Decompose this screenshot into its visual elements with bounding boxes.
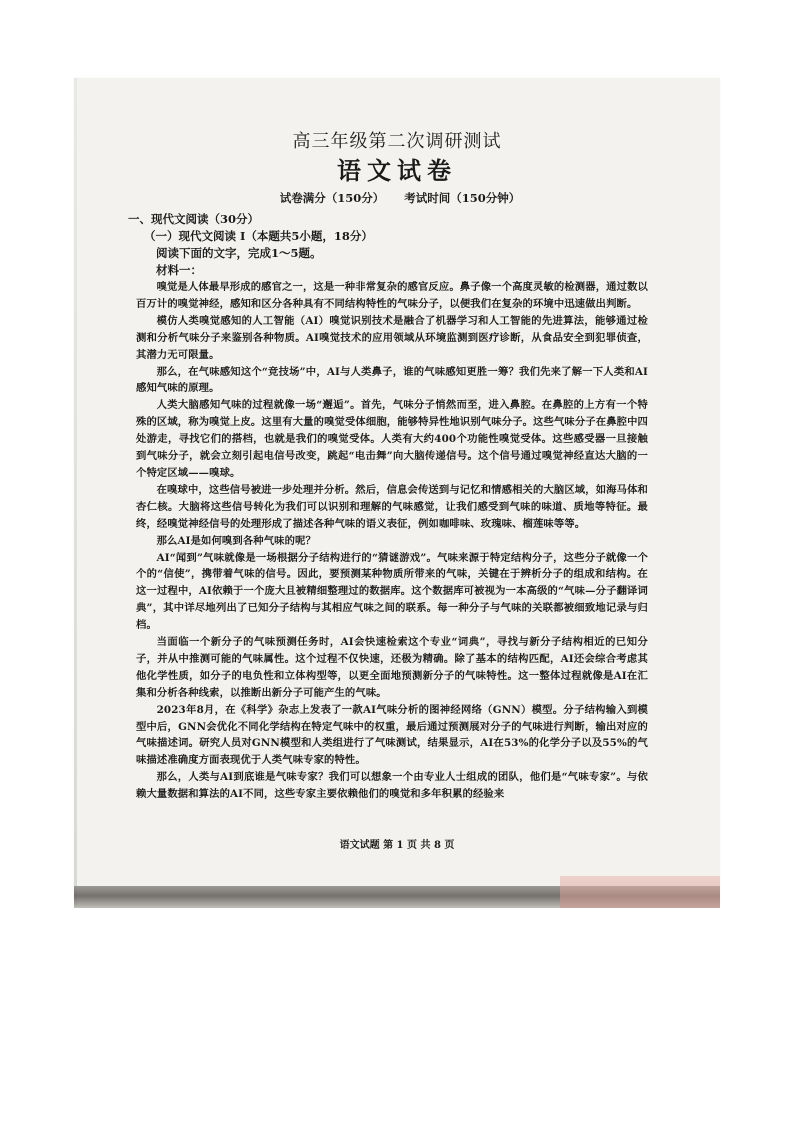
exam-content <box>128 130 648 803</box>
section-heading: 一、现代文阅读（30分） <box>128 212 260 226</box>
exam-title: 高三年级第二次调研测试 <box>292 131 502 152</box>
exam-time: 考试时间（150分钟） <box>404 191 521 205</box>
paragraph: 那么，在气味感知这个“竞技场”中，AI与人类鼻子，谁的气味感知更胜一筹？我们先来了解一下人类和AI感知气味的原理。 <box>136 365 648 395</box>
page-bottom-tint <box>560 876 720 908</box>
subsection-heading: （一）现代文阅读 I（本题共5小题，18分） <box>144 229 373 243</box>
paragraph: 嗅觉是人体最早形成的感官之一，这是一种非常复杂的感官反应。鼻子像一个高度灵敏的检测器，通过数以百万计的嗅觉神经，感知和区分各种具有不同结构特性的气味分子，以便我们在复杂的环境中迅速做出判断。 <box>136 281 648 310</box>
paragraph: 模仿人类嗅觉感知的人工智能（AI）嗅觉识别技术是融合了机器学习和人工智能的先进算法，能够通过检测和分析气味分子来鉴别各种物质。AI嗅觉技术的应用领域从环境监测到医疗诊断，从食品安全到犯罪侦查，其潜力无可限量。 <box>136 314 648 361</box>
paragraph: 人类大脑感知气味的过程就像一场“邂逅”。首先，气味分子悄然而至，进入鼻腔。在鼻腔的上方有一个特殊的区域，称为嗅觉上皮。这里有大量的嗅觉受体细胞，能够特异性地识别气味分子。这些气味分子在鼻腔中四处游走，寻找它们的搭档，也就是我们的嗅觉受体。人类有大约400个功能性嗅觉受体。这些感受器一旦接触到气味分子，就会立刻引起电信号改变，跳起“电击舞”向大脑传递信号。这个信号通过嗅觉神经直达大脑的一个特定区域——嗅球。 <box>136 399 648 479</box>
paragraph: 当面临一个新分子的气味预测任务时，AI会快速检索这个专业“词典”，寻找与新分子结构相近的已知分子，并从中推测可能的气味属性。这个过程不仅快速，还极为精确。除了基本的结构匹配，AI还会综合考虑其他化学性质，如分子的电负性和立体构型等，以更全面地预测新分子的气味特性。这一整体过程就像是AI在汇集和分析各种线索，以推断出新分子可能产生的气味。 <box>136 636 648 699</box>
exam-subject-title: 语文试卷 <box>337 156 457 185</box>
paragraph: AI“闻到”气味就像是一场根据分子结构进行的“猜谜游戏”。气味来源于特定结构分子，这些分子就像一个个的“信使”，携带着气味的信号。因此，要预测某种物质所带来的气味，关键在于辨析分子的组成和结构。在这一过程中，AI依赖于一个庞大且被精细整理过的数据库。这个数据库可被视为一本高级的“气味—分子翻译词典”，其中详尽地列出了已知分子结构与其相应气味之间的联系。每一种分子与气味的关联都被细致地记录与归档。 <box>136 551 648 632</box>
page-edge <box>74 78 77 906</box>
paragraph: 那么，人类与AI到底谁是气味专家？我们可以想象一个由专业人士组成的团队，他们是“气味专家”。与依赖大量数据和算法的AI不同，这些专家主要依赖他们的嗅觉和多年积累的经验来 <box>136 771 648 801</box>
page-footer: 语文试题 第 1 页 共 8 页 <box>339 840 455 851</box>
full-score: 试卷满分（150分） <box>279 191 385 205</box>
paragraph: 在嗅球中，这些信号被进一步处理并分析。然后，信息会传送到与记忆和情感相关的大脑区域，如海马体和杏仁核。大脑将这些信号转化为我们可以识别和理解的气味感觉，让我们感受到气味的味道、质地等特征。最终，经嗅觉神经信号的处理形成了描述各种气味的语义表征，例如咖啡味、玫瑰味、榴莲味等等。 <box>136 483 648 530</box>
reading-instruction: 阅读下面的文字，完成1～5题。 <box>156 246 322 260</box>
paragraph: 2023年8月，在《科学》杂志上发表了一款AI气味分析的图神经网络（GNN）模型。分子结构输入到模型中后，GNN会优化不同化学结构在特定气味中的权重，最后通过预测展对分子的气味进行判断，输出对应的气味描述词。研究人员对GNN模型和人类组进行了气味测试，结果显示，AI在53%的化学分子以及55%的气味描述准确度方面表现优于人类气味专家的特性。 <box>136 703 648 767</box>
exam-meta <box>152 190 648 206</box>
paragraph: 那么AI是如何嗅到各种气味的呢？ <box>156 534 316 547</box>
material-label: 材料一： <box>156 263 202 277</box>
